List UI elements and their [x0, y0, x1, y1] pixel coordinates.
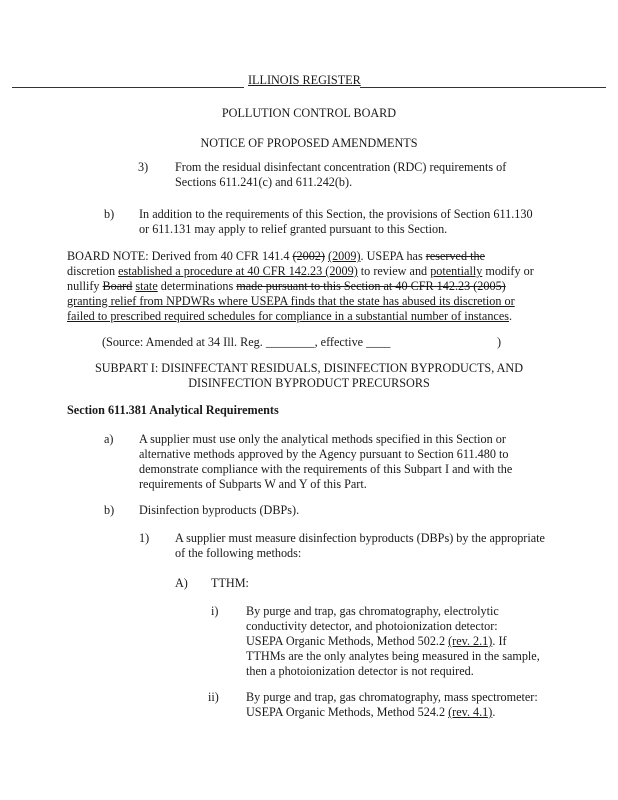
board-note-text: modify or	[482, 264, 534, 278]
para-a-line-2: alternative methods approved by the Agency pursuant to Section 611.480 to	[139, 447, 509, 461]
para-a-letter: a)	[104, 432, 114, 446]
para-b1-number: 1)	[139, 531, 150, 545]
item-b-line-2: or 611.131 may apply to relief granted pursuant to this Section.	[139, 222, 448, 236]
subpart-heading-line-2: DISINFECTION BYPRODUCT PRECURSORS	[188, 376, 430, 390]
method-text: .	[492, 705, 496, 719]
para-A-letter: A)	[175, 576, 188, 590]
board-note-line-4	[67, 294, 515, 309]
para-i-line-4: TTHMs are the only analytes being measured in the sample,	[246, 649, 540, 663]
board-note-text: discretion	[67, 264, 119, 278]
method-text: USEPA Organic Methods, Method 502.2	[246, 634, 449, 648]
inserted-revision: (rev. 2.1)	[448, 634, 493, 648]
para-i-line-5: then a photoionization detector is not required.	[246, 664, 474, 678]
notice-title: NOTICE OF PROPOSED AMENDMENTS	[200, 136, 418, 150]
inserted-text: state	[135, 279, 158, 293]
subpart-heading-line-1: SUBPART I: DISINFECTANT RESIDUALS, DISINFECTION BYPRODUCTS, AND	[94, 361, 524, 375]
para-i-line-3	[246, 634, 507, 649]
inserted-revision: (rev. 4.1)	[448, 705, 493, 719]
header-rule-right	[360, 87, 606, 88]
para-b-letter: b)	[104, 503, 115, 517]
source-prefix: (Source: Amended at 34 Ill. Reg.	[102, 335, 266, 349]
struck-year: (2002)	[292, 249, 325, 263]
board-note-text: nullify	[67, 279, 103, 293]
struck-text: Board	[102, 279, 133, 293]
para-i-line-2: conductivity detector, and photoionization detector:	[246, 619, 498, 633]
para-a-line-4: requirements of Subparts W and Y of this Part.	[139, 477, 367, 491]
board-note-text: to review and	[357, 264, 431, 278]
para-b-line-1: Disinfection byproducts (DBPs).	[139, 503, 300, 517]
struck-text: made pursuant to this Section at 40 CFR 142.23 (2005)	[236, 279, 506, 293]
board-note-line-3	[67, 279, 506, 294]
para-ii-line-1: By purge and trap, gas chromatography, mass spectrometer:	[246, 690, 538, 704]
para-a-line-1: A supplier must use only the analytical methods specified in this Section or	[139, 432, 506, 446]
item-b-letter: b)	[104, 207, 115, 221]
para-ii-numeral: ii)	[208, 690, 219, 704]
item-3-line-2: Sections 611.241(c) and 611.242(b).	[175, 175, 353, 189]
struck-text: reserved the	[425, 249, 485, 263]
para-b1-line-1: A supplier must measure disinfection byproducts (DBPs) by the appropriate	[175, 531, 545, 545]
board-note-text: . USEPA has	[360, 249, 426, 263]
board-note-line-1	[67, 249, 485, 264]
source-blank-issue: ________	[265, 335, 315, 349]
para-i-line-1: By purge and trap, gas chromatography, electrolytic	[246, 604, 499, 618]
para-b1-line-2: of the following methods:	[175, 546, 302, 560]
agency-title: POLLUTION CONTROL BOARD	[221, 106, 397, 120]
board-note-text: BOARD NOTE: Derived from 40 CFR 141.4	[67, 249, 293, 263]
para-ii-line-2	[246, 705, 495, 720]
source-close: )	[497, 335, 502, 349]
register-title: ILLINOIS REGISTER	[248, 73, 361, 87]
board-note-text: determinations	[157, 279, 237, 293]
header-rule-left	[12, 87, 244, 88]
inserted-text: established a procedure at 40 CFR 142.23 (2009)	[118, 264, 358, 278]
inserted-year: (2009)	[328, 249, 361, 263]
item-3-number: 3)	[138, 160, 149, 174]
inserted-text: failed to prescribed required schedules for compliance in a substantial number of instances	[67, 309, 509, 323]
inserted-text: potentially	[430, 264, 483, 278]
board-note-text: .	[508, 309, 513, 323]
board-note-line-2	[67, 264, 534, 279]
item-3-line-1: From the residual disinfectant concentration (RDC) requirements of	[175, 160, 507, 174]
method-text: . If	[492, 634, 507, 648]
source-mid: , effective	[314, 335, 367, 349]
board-note-line-5	[67, 309, 512, 324]
source-blank-date: ____	[366, 335, 391, 349]
para-A-text: TTHM:	[211, 576, 249, 590]
method-text: USEPA Organic Methods, Method 524.2	[246, 705, 449, 719]
inserted-text: granting relief from NPDWRs where USEPA finds that the state has abused its discretion or	[67, 294, 515, 308]
para-a-line-3: demonstrate compliance with the requirements of this Subpart I and with the	[139, 462, 513, 476]
source-line	[102, 335, 391, 350]
item-b-line-1: In addition to the requirements of this Section, the provisions of Section 611.130	[139, 207, 533, 221]
section-heading: Section 611.381 Analytical Requirements	[67, 403, 279, 417]
para-i-numeral: i)	[211, 604, 219, 618]
